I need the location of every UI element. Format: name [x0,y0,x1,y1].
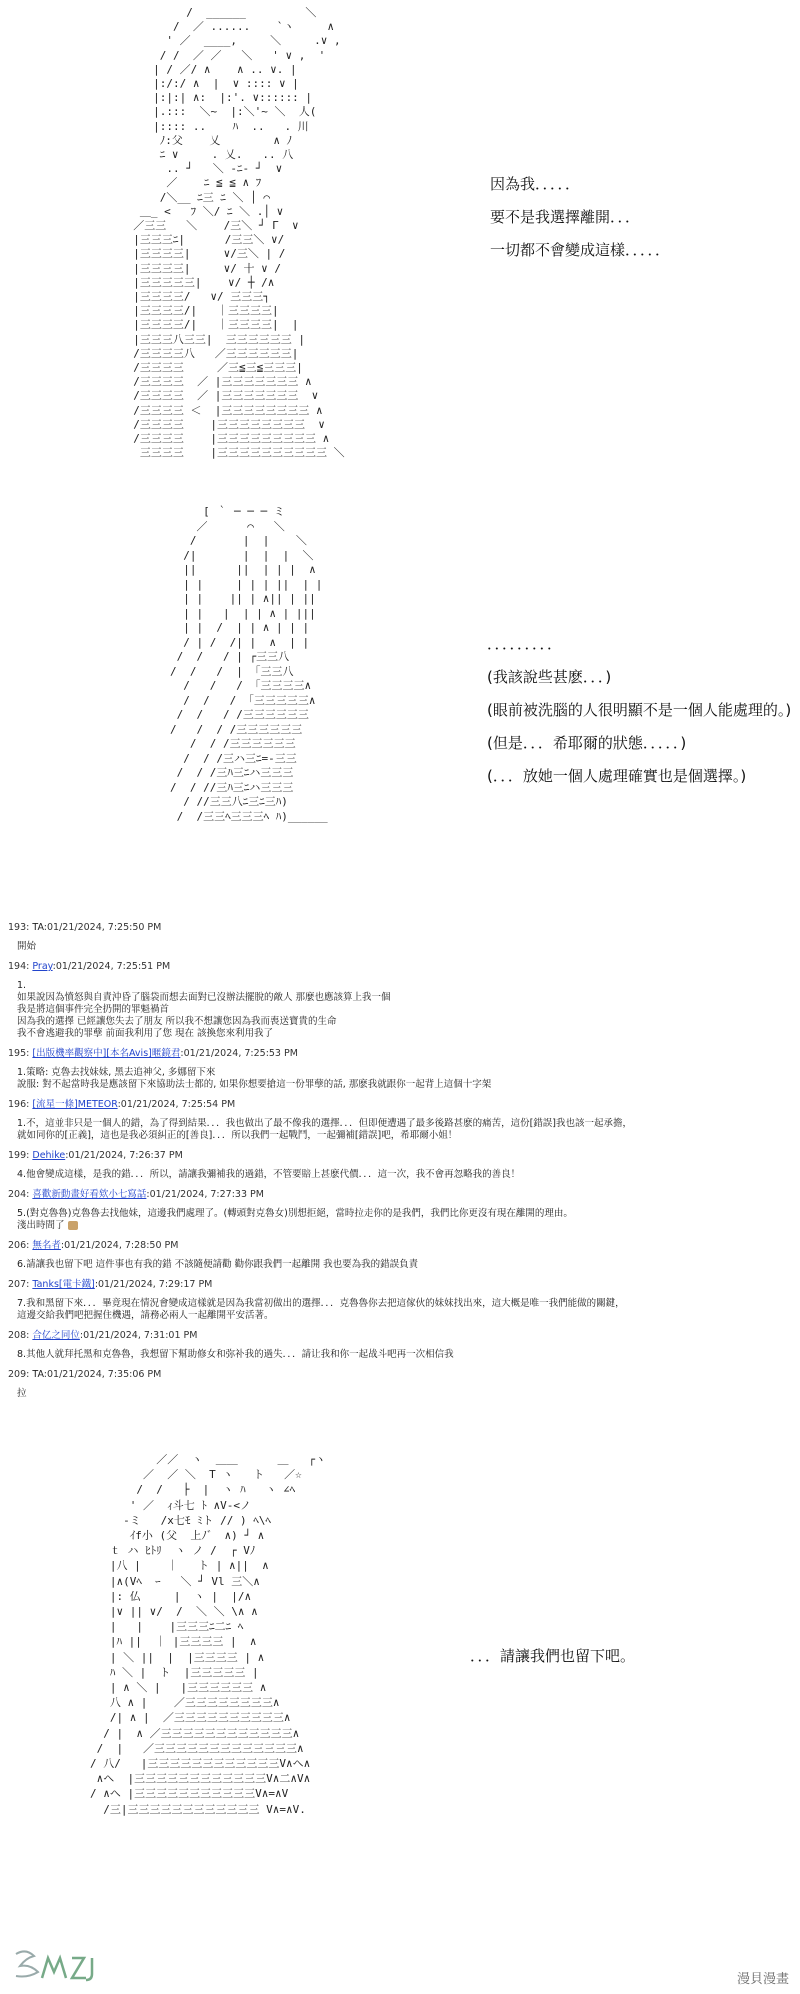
ascii-art-character-back: [ ｀ ─ ─ ─ ミ ／ ⌒ ＼ / | | ＼ /| | | | ＼ || || | | | ∧ | | | | | || | | | | || | ∧|| | || | | | | | ∧ | ||| | | / | | ∧ | | | / | / /| | ∧ | | / / / | ┌三三八 / / / | 「三三八 / / / 「三三三三∧ / / / 「三三三三三∧ / / / /三三三三三三 / / / /三三三三三三 / / /三三三三三三 / / /三ハ三ﾆ=-三三 / / /三ﾊ三ﾆハ三三三 / / //三ﾊ三ﾆハ三三三 / //三三八ﾆ三ﾆ三ﾊ) / /三三ﾍ三三三ﾍ ﾊ)______ [170,505,328,823]
post-body: 4.他會變成這樣，是我的錯．．．所以，請讓我彌補我的過錯，不管要賠上甚麽代價．．．這一次，我不會再忽略我的善良！ [17,1169,521,1180]
post-body: 8.其他人就拜托黑和克魯魯，我想留下幫助修女和弥补我的過失．．．請让我和你一起战斗吧再一次相信我 [17,1349,454,1360]
post [8,1148,788,1181]
post-body: 1. 如果說因為憤怒與自責沖昏了腦袋而想去面對已沒辦法擺脫的敵人 那麼也應該算上我一個 我是將這個事件完全扔開的罪魁禍首 因為我的選擇 已經讓您失去了朋友 所以我不想讓您因為我而喪送寶貴的生命 我不會逃避我的罪孽 前面我利用了您 現在 該換您來利用我了 [17,980,391,1039]
post-number: 207 [8,1279,27,1290]
post-number: 204 [8,1189,27,1200]
speech-panel-2 [487,628,791,793]
speech-line: 因為我．．．．． [490,175,581,193]
post-header: 194: Pray:01/21/2024, 7:25:51 PM [8,961,171,972]
post-body [8,1208,788,1232]
post-author-link[interactable]: [流星一條]METEOR [32,1099,118,1110]
post-header: 208: 合亿之同位:01/21/2024, 7:31:01 PM [8,1330,198,1341]
post-header: 204: 喜歡新動畫好看欸小七寫話:01/21/2024, 7:27:33 PM [8,1189,264,1200]
speech-line: (我該說些甚麽．．．) [487,668,612,686]
watermark-logo [12,1946,104,1986]
post [8,920,788,953]
post-header: 206: 無名者:01/21/2024, 7:28:50 PM [8,1240,179,1251]
post-date: 01/21/2024, 7:25:51 PM [55,961,171,972]
forum-thread [8,920,788,1406]
post-date: 01/21/2024, 7:27:33 PM [149,1189,264,1200]
post-date: 01/21/2024, 7:35:06 PM [46,1369,162,1380]
speech-line: (但是．．．希耶爾的狀態．．．．．) [487,734,687,752]
post-date: 01/21/2024, 7:25:50 PM [46,922,162,933]
speech-line: ．．．．．．．．． [487,635,563,653]
post-number: 194 [8,961,27,972]
post [8,959,788,1040]
post [8,1277,788,1322]
post-header: 196: [流星一條]METEOR:01/21/2024, 7:25:54 PM [8,1099,236,1110]
post-author-link[interactable]: 無名者 [32,1240,61,1251]
speech-panel-3 [470,1640,635,1673]
post [8,1187,788,1232]
post-date: 01/21/2024, 7:25:54 PM [120,1099,236,1110]
post-body: 拉 [17,1388,27,1399]
speech-line: 要不是我選擇離開．．． [490,208,641,226]
post-number: 206 [8,1240,27,1251]
post-body: 1.策略: 克魯去找妹妹, 黑去追神父, 多娜留下來 說服: 對不起當時我是應該留下來協助法士都的, 如果你想要搶這一份罪孽的話, 那麽我就跟你一起背上這個十字架 [17,1067,492,1090]
post-date: 01/21/2024, 7:29:17 PM [98,1279,213,1290]
post-header: 193: TA:01/21/2024, 7:25:50 PM [8,922,162,933]
post-header: 199: Dehike:01/21/2024, 7:26:37 PM [8,1150,183,1161]
post-body: 6.請讓我也留下吧 這件事也有我的錯 不該隨便請勸 勸你跟我們一起離開 我也要為我的錯誤負責 [17,1259,419,1270]
post-author-link[interactable]: Pray [32,961,53,972]
post-date: 01/21/2024, 7:31:01 PM [83,1330,198,1341]
post-header: 207: Tanks[電卡鐵]:01/21/2024, 7:29:17 PM [8,1279,213,1290]
speech-line: (．．．放她一個人處理確實也是個選擇。) [487,767,747,785]
ascii-art-character-girl: ／／ ヽ ＿＿ ＿ ┌ヽ ／ ／ ＼ Τ ヽ ト ／☆ / / ├ | ヽ ﾊ ヽ ∠ﾍ ' ／ ｨ斗七 ﾄ ∧V-<ノ -ミ /x七ﾓ ﾐト // ) ﾍ\ﾍ ｲf小 (父 上ﾉ゛ ∧) ┘ ∧ ｔ ハ ﾋﾄﾘ ヽ ノ / ┌ Vﾉ |八 | ｜ ト | ∧|| ∧ |∧(Vﾍ ｰ ＼ ┘ Vl 三＼∧ |: 仏 | ヽ | |/∧ |∨ || ∨/ / ＼ ＼ \∧ ∧ | | |三三三ﾆ二ﾆ ﾍ |ﾊ || ｜ |三三三三 | ∧ | ＼ || | |三三三三 | ∧ ﾊ ＼ | ト |三三三三三 | | ∧ ＼ | |三三三三三三 ∧ 八 ∧ | ／三三三三三三三三∧ /| ∧ | ／三三三三三三三三三三∧ / | ∧ ／三三三三三三三三三三三三∧ / | ／三三三三三三三三三三三三三∧ / 八/ |三三三三三三三三三三三三V∧ヘ∧ ∧ヘ |三三三三三三三三三三三三V∧二∧V∧ / ∧ヘ |三三三三三三三三三三三V∧=∧V /三|三三三三三三三三三三三三 V∧=∧V. [90,1453,326,1816]
post-author-link[interactable]: Tanks[電卡鐵] [32,1279,95,1290]
post [8,1328,788,1361]
emoji-icon [68,1221,78,1230]
post [8,1046,788,1091]
post [8,1367,788,1400]
post [8,1097,788,1142]
post-number: 196 [8,1099,27,1110]
post-author: TA [32,922,44,933]
watermark-text: 漫貝漫畫 [734,1967,792,1988]
post-number: 208 [8,1330,27,1341]
post-author-link[interactable]: 喜歡新動畫好看欸小七寫話 [32,1189,147,1200]
speech-panel-1 [490,168,670,267]
post-author-link[interactable]: Dehike [32,1150,66,1161]
post-body: 開始 [17,941,37,952]
speech-line: ．．．請讓我們也留下吧。 [470,1647,636,1665]
post-author-link[interactable]: [出版機率觀察中][本名Avis]暱鏡君 [32,1048,181,1059]
post [8,1238,788,1271]
post-header: 195: [出版機率觀察中][本名Avis]暱鏡君:01/21/2024, 7:25:53 PM [8,1048,298,1059]
post-body: 1.不，這並非只是一個人的錯，為了得到結果．．．我也做出了最不像我的選擇．．．但即便遭遇了最多後路甚麽的痛苦，這份[錯誤]我也該一起承擔， 就如同你的[正義]，這也是我必須糾正的[善良]．．．所以我們一起戰鬥，一起彌補[錯誤]吧，希耶爾小姐！ [17,1118,632,1141]
ascii-art-character-cross: / ______ ＼ / ／ ...... `ヽ ∧ ' ／ ____, ＼ .∨ , / / ／ ／ ＼ ' ∨ , ' | / ／/ ∧ ∧ .. ∨. | |:/:/ ∧ | ∨ :::: ∨ | |:|:| ∧: |:'. ∨:::::: | |.::: ＼~ |:＼'~ ＼ 人( |:::: .. ﾊ .. . 川 ﾉ:父 乂 ∧ ﾉ ﾆ ∨ . 乂. .. 八 .. ┘ ＼ -ﾆ- ┘ ∨ ／ ﾆ ≦ ≦ ∧ ﾌ /＼__ ﾆ三 ﾆ ＼ │ ⌒ ＿_ < ﾌ ＼/ ﾆ ＼ .│ ∨ ／三三 ＼ /三＼ ┘ Γ ∨ |三三三ﾆ| /三三＼ ∨/ |三三三三| ∨/三＼ | / |三三三三| ∨/ 十 ∨ / |三三三三三| ∨/ ┼ /∧ |三三三三/ ∨/ 三三三┐ |三三三三/| ｜三三三三| |三三三三/| ｜三三三三| | |三三三八三三| 三三三三三三 | /三三三三八 ／三三三三三三| /三三三三 ／三≦三≦三三三| /三三三三 ／ |三三三三三三三 ∧ /三三三三 ／ |三三三三三三三 ∨ /三三三三 ＜ |三三三三三三三三 ∧ /三三三三 |三三三三三三三三 ∨ /三三三三 |三三三三三三三三三 ∧ 三三三三 |三三三三三三三三三三 ＼ [133,6,345,460]
speech-line: 一切都不會變成這樣．．．．． [490,241,671,259]
post-author-link[interactable]: 合亿之同位 [32,1330,80,1341]
post-number: 209 [8,1369,27,1380]
post-body-text: 5.(對克魯魯)克魯魯去找他妹，這邊我們處理了。(轉頭對克魯女)別想拒絕，當時拉走你的是我們，我們比你更沒有現在離開的理由。 淺出時間了 [17,1208,573,1231]
post-date: 01/21/2024, 7:26:37 PM [68,1150,183,1161]
post-body: 7.我和黑留下來．．．畢竟現在情況會變成這樣就是因為我當初做出的選擇．．．克魯魯你去把這傢伙的妹妹找出來，這大概是唯一我們能做的關鍵， 這邊交給我們吧把握住機遇，請務必兩人一起離開平安活著。 [17,1298,625,1321]
post-number: 195 [8,1048,27,1059]
post-header: 209: TA:01/21/2024, 7:35:06 PM [8,1369,162,1380]
speech-line: (眼前被洗腦的人很明顯不是一個人能處理的。) [487,701,792,719]
post-date: 01/21/2024, 7:25:53 PM [183,1048,298,1059]
post-number: 193 [8,922,27,933]
post-date: 01/21/2024, 7:28:50 PM [64,1240,179,1251]
post-number: 199 [8,1150,27,1161]
post-author: TA [32,1369,44,1380]
